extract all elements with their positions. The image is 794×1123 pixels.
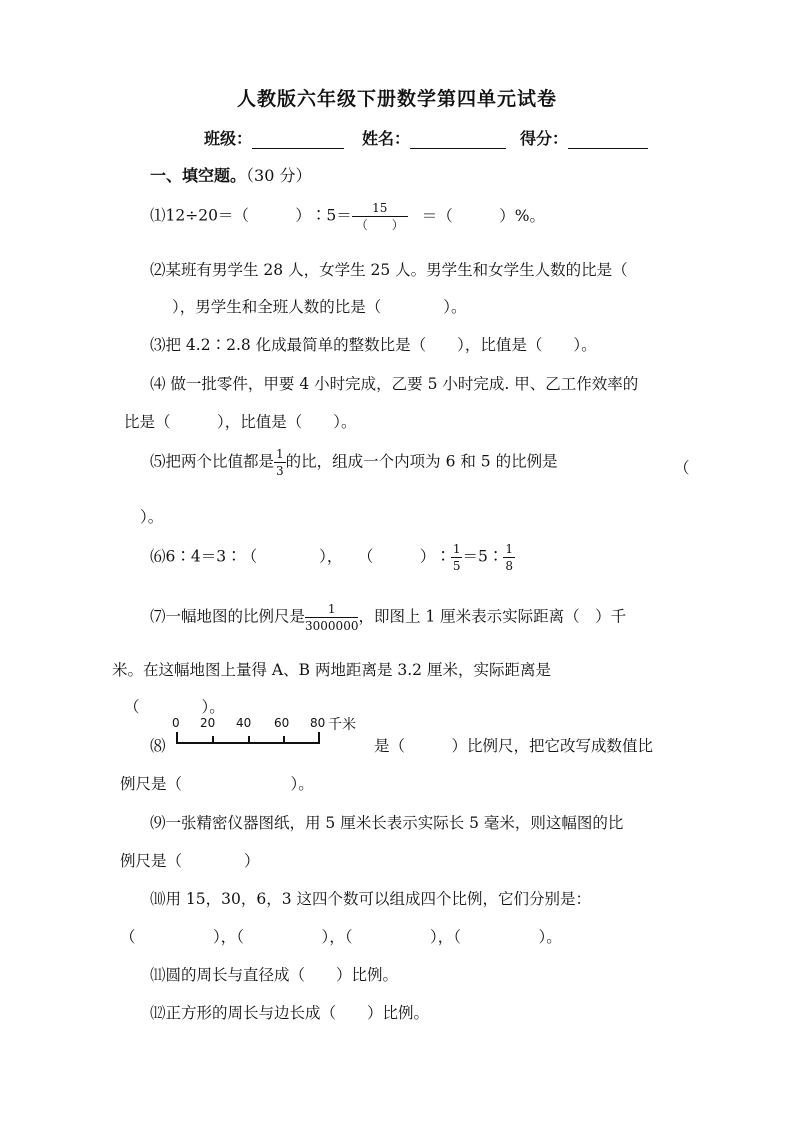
q5-text-c: （ (674, 459, 690, 477)
question-3: ⑶把 4.2∶2.8 化成最简单的整数比是（ ），比值是（ ）。 (150, 336, 597, 354)
q7-fraction (305, 603, 358, 632)
question-10-line2: （ ），（ ），（ ），（ ）。 (120, 928, 562, 946)
section-title: 一、填空题。 (150, 166, 247, 185)
q1-text-a: ⑴12÷20＝（ ）∶5＝ (150, 206, 352, 225)
scale-label-20: 20 (200, 716, 216, 730)
question-10-line1: ⑽用 15，30，6，3 这四个数可以组成四个比例，它们分别是： (150, 890, 592, 908)
scale-tick (212, 736, 214, 744)
scale-label-80: 80 (310, 716, 326, 730)
q6-f2-numerator: 1 (505, 542, 513, 556)
q1-denominator: （ ） (355, 218, 404, 232)
question-8-line2: 例尺是（ ）。 (120, 775, 314, 793)
class-field (204, 126, 344, 149)
scale-unit: 千米 (328, 717, 356, 733)
scale-tick (318, 732, 320, 744)
name-field (362, 126, 506, 149)
question-8-line1: 是（ ）比例尺，把它改写成数值比 (374, 737, 654, 755)
question-6 (150, 543, 515, 572)
scale-label-60: 60 (274, 716, 290, 730)
question-2-line2: ），男学生和全班人数的比是（ ）。 (172, 298, 467, 316)
score-label: 得分： (520, 129, 569, 148)
q5-numerator: 1 (276, 447, 284, 461)
scale-tick (283, 736, 285, 744)
q1-fraction (352, 202, 408, 231)
scale-bar (172, 716, 366, 746)
question-11: ⑾圆的周长与直径成（ ）比例。 (150, 966, 399, 984)
scale-tick (176, 732, 178, 744)
q5-text-a: ⑸把两个比值都是 (150, 452, 275, 471)
q1-text-b: ＝（ ）%。 (421, 206, 546, 225)
q6-f1-numerator: 1 (452, 542, 461, 556)
class-blank (252, 132, 344, 149)
question-9-line1: ⑼一张精密仪器图纸，用 5 厘米长表示实际长 5 毫米，则这幅图的比 (150, 814, 624, 832)
question-4-line1: ⑷ 做一批零件，甲要 4 小时完成，乙要 5 小时完成. 甲、乙工作效率的 (150, 375, 639, 393)
q6-fraction-1 (451, 543, 463, 572)
question-7-line3: （ ）。 (124, 698, 225, 716)
page-title: 人教版六年级下册数学第四单元试卷 (236, 88, 557, 110)
scale-label-0: 0 (172, 716, 180, 730)
section-points: （30 分） (246, 166, 312, 185)
question-12: ⑿正方形的周长与边长成（ ）比例。 (150, 1004, 430, 1022)
scale-label-40: 40 (236, 716, 252, 730)
q7-denominator: 3000000 (305, 619, 359, 633)
question-7-line2: 米。在这幅地图上量得 A、B 两地距离是 3.2 厘米，实际距离是 (112, 661, 551, 679)
q5-denominator: 3 (276, 464, 284, 478)
question-4-line2: 比是（ ），比值是（ ）。 (124, 413, 357, 431)
q8-number: ⑻ (150, 737, 166, 755)
question-2-line1: ⑵某班有男学生 28 人，女学生 25 人。男学生和女学生人数的比是（ (150, 261, 628, 279)
q6-text-a: ⑹6∶4＝3∶（ ）， （ ）∶ (150, 547, 451, 566)
class-label: 班级： (204, 129, 253, 148)
question-5-line1 (150, 448, 558, 477)
question-5-line2: ）。 (140, 508, 164, 526)
question-9-line2: 例尺是（ ） (120, 852, 260, 870)
score-field (520, 126, 648, 149)
q6-f2-denominator: 8 (505, 559, 513, 573)
q6-fraction-2 (503, 543, 515, 572)
q5-text-b: 的比，组成一个内项为 6 和 5 的比例是 (285, 452, 558, 471)
q5-fraction (274, 448, 286, 477)
question-7-line1 (150, 603, 626, 632)
scale-tick (248, 736, 250, 744)
q6-f1-denominator: 5 (452, 559, 461, 573)
section-heading (150, 163, 311, 186)
q7-text-a: ⑺一幅地图的比例尺是 (150, 607, 306, 626)
q7-numerator: 1 (305, 603, 358, 618)
score-blank (568, 132, 648, 149)
q6-text-b: ＝5∶ (462, 547, 504, 566)
name-blank (410, 132, 506, 149)
question-1 (150, 202, 545, 231)
q7-text-b: ，即图上 1 厘米表示实际距离（ ）千 (358, 607, 627, 626)
q1-numerator: 15 (352, 202, 408, 217)
name-label: 姓名： (362, 129, 411, 148)
